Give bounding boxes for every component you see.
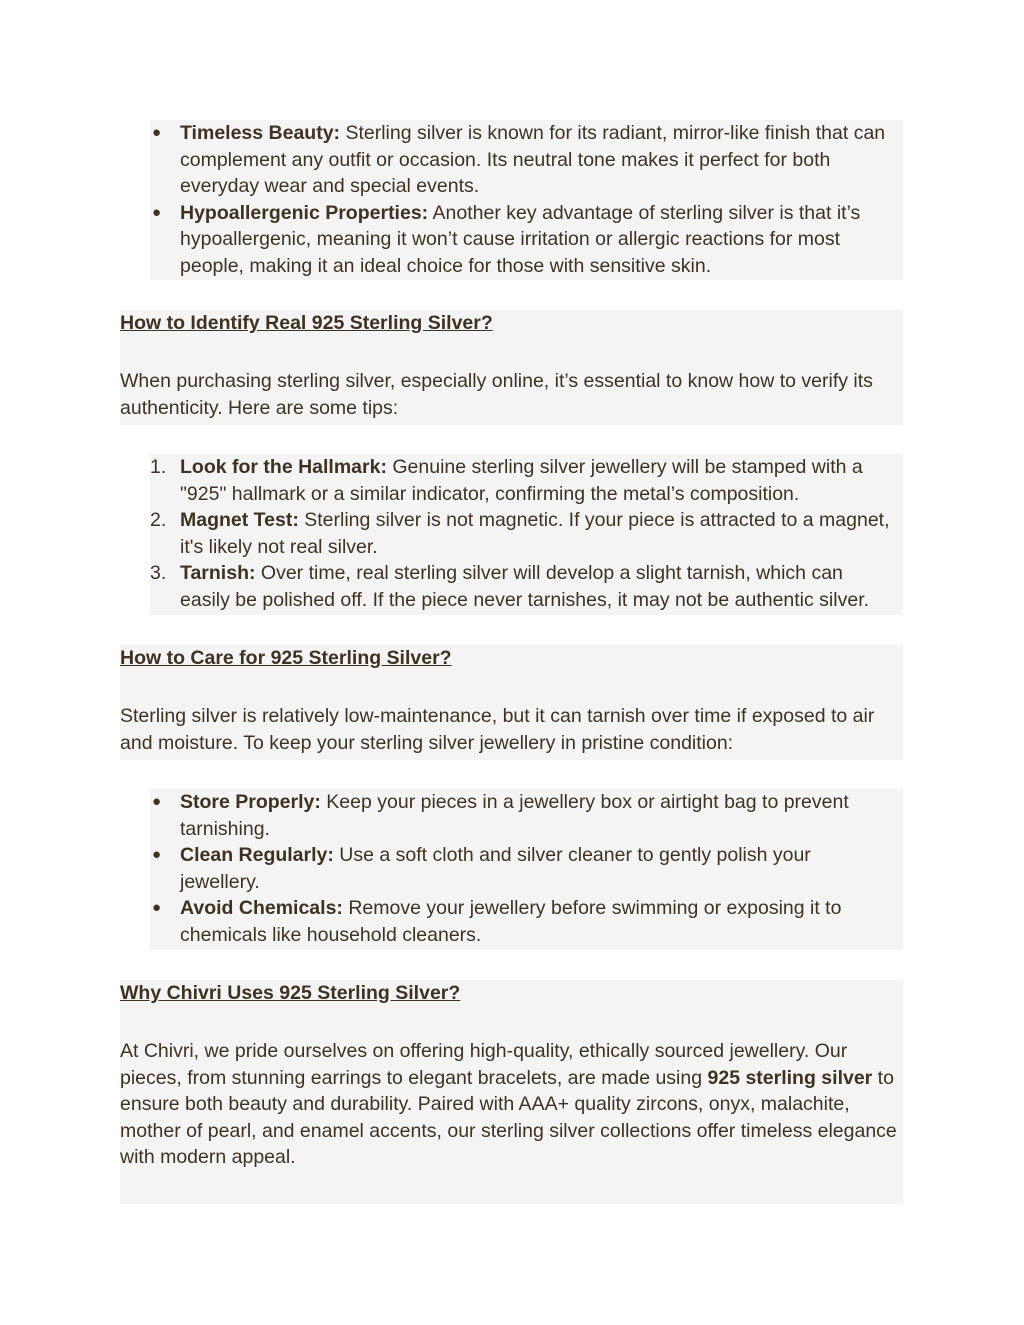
list-item — [150, 560, 895, 613]
identify-tips-list — [150, 454, 895, 614]
bullet-marker: ● — [152, 846, 162, 864]
list-item-title: Timeless Beauty: — [180, 122, 341, 144]
list-item-text: Genuine sterling silver jewellery will be stamped with a "925" hallmark or a similar indicator, confirming the metal’s composition. — [180, 456, 863, 505]
list-item — [150, 507, 895, 560]
care-tips-section — [150, 789, 903, 950]
list-item-text: Another key advantage of sterling silver is that it’s hypoallergenic, meaning it won’t cause irritation or allergic reactions for most people, making it an ideal choice for those with sensitive skin. — [180, 201, 861, 277]
list-item-title: Clean Regularly: — [180, 844, 334, 867]
list-item — [150, 842, 870, 895]
identify-section — [120, 310, 903, 425]
list-item-text: Keep your pieces in a jewellery box or airtight bag to prevent tarnishing. — [180, 791, 849, 840]
section-intro: When purchasing sterling silver, especially online, it’s essential to know how to verify its authenticity. Here are some tips: — [120, 370, 873, 419]
section-intro: Sterling silver is relatively low-maintenance, but it can tarnish over time if exposed to air and moisture. To keep your sterling silver jewellery in pristine condition: — [120, 705, 875, 754]
list-item-text: Use a soft cloth and silver cleaner to gently polish your jewellery. — [180, 844, 811, 893]
list-item-title: Store Properly: — [180, 791, 321, 813]
list-number: 3. — [150, 562, 167, 585]
list-item-title: Avoid Chemicals: — [180, 897, 343, 920]
list-item — [150, 789, 870, 842]
section-heading: How to Care for 925 Sterling Silver? — [120, 647, 452, 669]
paragraph-text: At Chivri, we pride ourselves on offering high-quality, ethically sourced jewellery. Our pieces, from stunning earrings to elegant bracelets, are made using — [120, 1040, 848, 1089]
bullet-marker: ● — [152, 793, 162, 810]
list-number: 1. — [150, 456, 167, 478]
section-heading: How to Identify Real 925 Sterling Silver? — [120, 312, 493, 334]
care-section — [120, 645, 903, 760]
bullet-marker: ● — [152, 203, 162, 221]
list-item-title: Look for the Hallmark: — [180, 456, 387, 478]
list-item-title: Tarnish: — [180, 562, 256, 585]
list-item-title: Hypoallergenic Properties: — [180, 201, 429, 224]
list-item — [150, 200, 890, 280]
list-item — [150, 895, 870, 948]
list-item-text: Remove your jewellery before swimming or exposing it to chemicals like household cleaners. — [180, 897, 842, 946]
section-heading: Why Chivri Uses 925 Sterling Silver? — [120, 982, 461, 1004]
list-item-text: Sterling silver is not magnetic. If your piece is attracted to a magnet, it's likely not real silver. — [180, 509, 890, 558]
benefits-list — [150, 120, 890, 280]
list-item-title: Magnet Test: — [180, 509, 299, 532]
bullet-marker: ● — [152, 899, 162, 917]
list-item-text: Over time, real sterling silver will develop a slight tarnish, which can easily be polished off. If the piece never tarnishes, it may not be authentic silver. — [180, 562, 870, 611]
chivri-section — [120, 980, 903, 1204]
list-item — [150, 120, 890, 200]
identify-tips-section — [150, 454, 903, 615]
section-paragraph — [120, 1038, 903, 1171]
list-item — [150, 454, 895, 507]
care-tips-list — [150, 789, 870, 949]
benefits-section — [150, 120, 903, 280]
list-item-text: Sterling silver is known for its radiant, mirror-like finish that can complement any outfit or occasion. Its neutral tone makes it perfect for both everyday wear and special events. — [180, 122, 886, 198]
paragraph-emphasis: 925 sterling silver — [707, 1066, 873, 1089]
bullet-marker: ● — [152, 124, 162, 141]
list-number: 2. — [150, 509, 167, 532]
paragraph-text: to ensure both beauty and durability. Paired with AAA+ quality zircons, onyx, malachite, mother of pearl, and enamel accents, our sterling silver collections offer timeless elegance with modern appeal. — [120, 1066, 897, 1169]
